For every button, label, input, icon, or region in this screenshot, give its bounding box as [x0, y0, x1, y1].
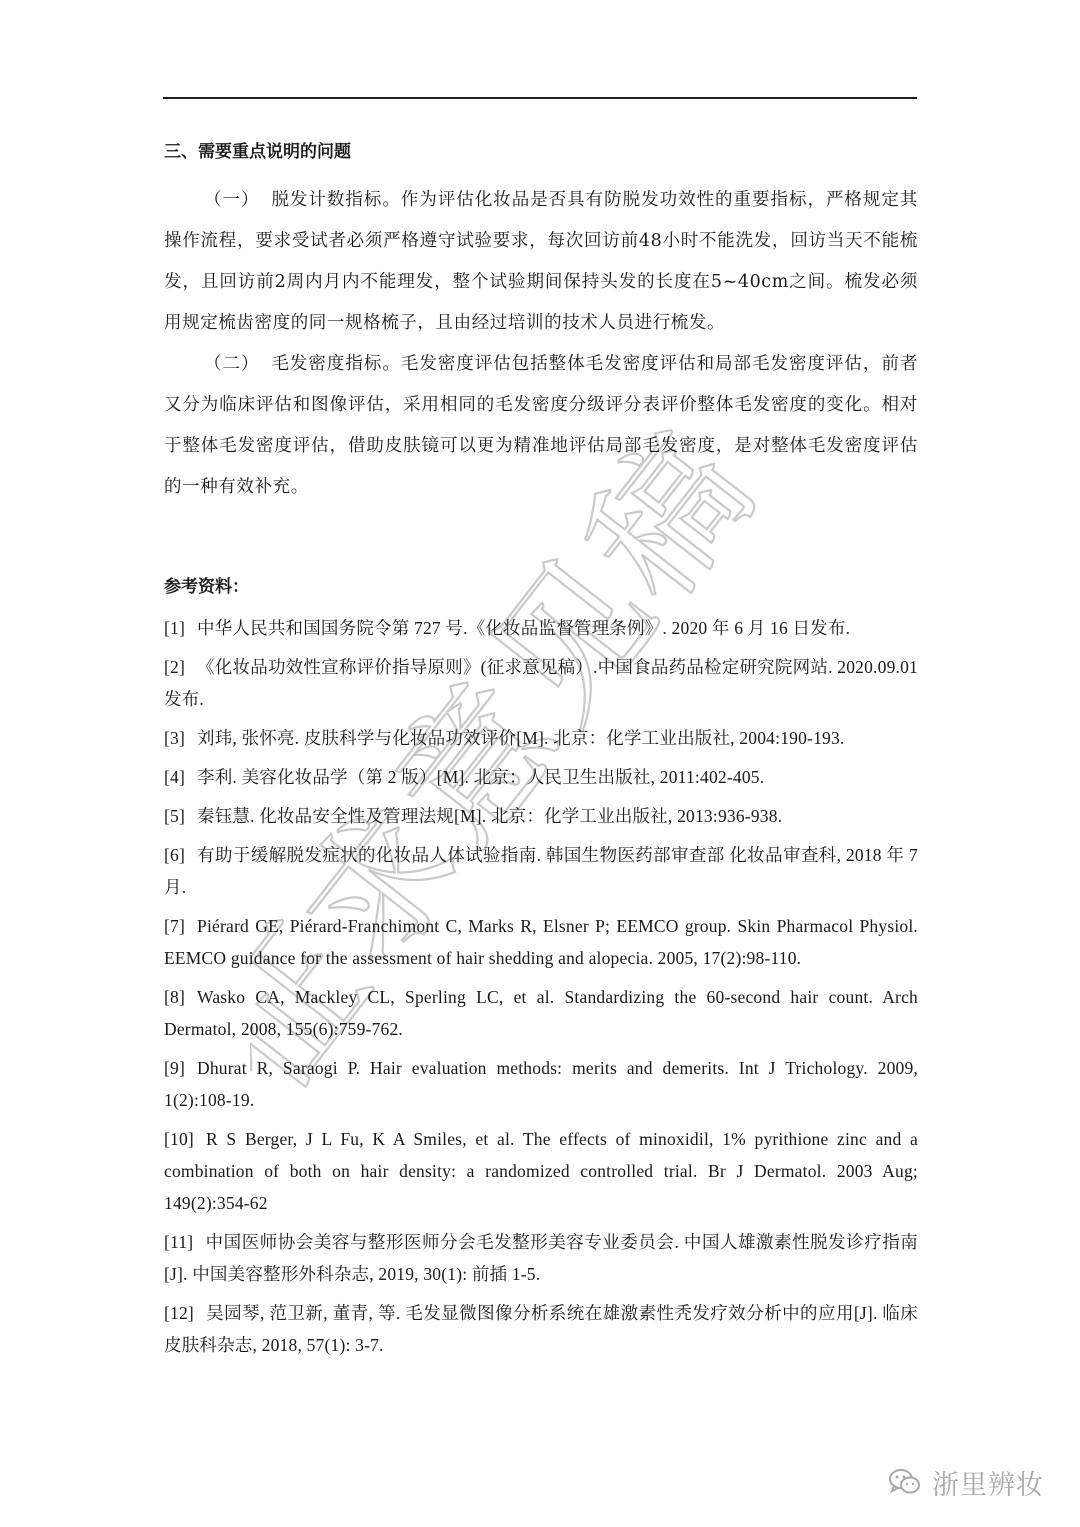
- reference-item: [164, 910, 918, 974]
- reference-number: [1]: [164, 618, 186, 638]
- reference-number: [10]: [164, 1129, 194, 1149]
- reference-number: [9]: [164, 1058, 186, 1078]
- paragraph-text: 毛发密度指标。毛发密度评估包括整体毛发密度评估和局部毛发密度评估，前者又分为临床评估和图像评估，采用相同的毛发密度分级评分表评价整体毛发密度的变化。相对于整体毛发密度评估，借助皮肤镜可以更为精准地评估局部毛发密度，是对整体毛发密度评估的一种有效补充。: [164, 354, 918, 497]
- reference-text: 有助于缓解脱发症状的化妆品人体试验指南. 韩国生物医药部审查部 化妆品审查科, 2018 年 7 月.: [164, 845, 918, 897]
- reference-text: 秦钰慧. 化妆品安全性及管理法规[M]. 北京：化学工业出版社, 2013:936-938.: [197, 806, 783, 826]
- reference-text: 刘玮, 张怀亮. 皮肤科学与化妆品功效评价[M]. 北京：化学工业出版社, 2004:190-193.: [197, 728, 845, 748]
- reference-number: [3]: [164, 728, 186, 748]
- paragraph-hair-count: [164, 180, 918, 344]
- section-title: 三、需要重点说明的问题: [164, 142, 351, 162]
- reference-item: [164, 651, 918, 715]
- reference-text: 吴园琴, 范卫新, 董青, 等. 毛发显微图像分析系统在雄激素性秃发疗效分析中的应用[J]. 临床皮肤科杂志, 2018, 57(1): 3-7.: [164, 1303, 918, 1355]
- reference-text: 《化妆品功效性宣称评价指导原则》(征求意见稿）.中国食品药品检定研究院网站. 2020.09.01 发布.: [164, 657, 918, 709]
- paragraph-lead: （一）: [204, 190, 260, 210]
- paragraph-hair-density: [164, 344, 918, 508]
- watermark-text: 征求意见稿: [250, 410, 789, 1123]
- reference-text: 中国医师协会美容与整形医师分会毛发整形美容专业委员会. 中国人雄激素性脱发诊疗指南[J]. 中国美容整形外科杂志, 2019, 30(1): 前插 1-5.: [164, 1232, 918, 1284]
- reference-item: [164, 839, 918, 903]
- references-title: 参考资料：: [164, 577, 249, 597]
- reference-text: Dhurat R, Saraogi P. Hair evaluation methods: merits and demerits. Int J Trichology. 2009, 1(2):108-19.: [164, 1058, 918, 1110]
- reference-item: [164, 981, 918, 1045]
- reference-item: [164, 1226, 918, 1290]
- reference-item: [164, 612, 918, 644]
- paragraph-text: 脱发计数指标。作为评估化妆品是否具有防脱发功效性的重要指标，严格规定其操作流程，要求受试者必须严格遵守试验要求，每次回访前48小时不能洗发，回访当天不能梳发，且回访前2周内月内不能理发，整个试验期间保持头发的长度在5~40cm之间。梳发必须用规定梳齿密度的同一规格梳子，且由经过培训的技术人员进行梳发。: [164, 190, 918, 333]
- reference-list: [164, 612, 918, 1361]
- reference-text: 李利. 美容化妆品学（第 2 版）[M]. 北京：人民卫生出版社, 2011:402-405.: [197, 767, 765, 787]
- reference-item: [164, 1123, 918, 1219]
- reference-item: [164, 722, 918, 754]
- reference-text: Wasko CA, Mackley CL, Sperling LC, et al. Standardizing the 60-second hair count. Arch Dermatol, 2008, 155(6):759-762.: [164, 987, 918, 1039]
- reference-item: [164, 1052, 918, 1116]
- reference-text: Piérard GE, Piérard-Franchimont C, Marks R, Elsner P; EEMCO group. Skin Pharmacol Physiol. EEMCO guidance for the assessment of hair shedding and alopecia. 2005, 17(2):98-110.: [164, 916, 918, 968]
- header-rule: [163, 97, 917, 99]
- reference-text: R S Berger, J L Fu, K A Smiles, et al. The effects of minoxidil, 1% pyrithione zinc and a combination of both on hair density: a randomized controlled trial. Br J Dermatol. 2003 Aug; 149(2):354-62: [164, 1129, 918, 1213]
- reference-text: 中华人民共和国国务院令第 727 号.《化妆品监督管理条例》. 2020 年 6 月 16 日发布.: [197, 618, 851, 638]
- reference-item: [164, 800, 918, 832]
- wechat-icon: [888, 1467, 922, 1497]
- reference-item: [164, 1297, 918, 1361]
- reference-number: [5]: [164, 806, 186, 826]
- reference-number: [6]: [164, 845, 186, 865]
- footer-brand: [888, 1462, 1044, 1502]
- reference-number: [7]: [164, 916, 186, 936]
- footer-brand-text: 浙里辨妆: [932, 1469, 1044, 1501]
- document-body: [164, 136, 918, 1368]
- reference-item: [164, 761, 918, 793]
- reference-number: [2]: [164, 657, 186, 677]
- paragraph-lead: （二）: [204, 354, 260, 374]
- reference-number: [8]: [164, 987, 186, 1007]
- reference-number: [12]: [164, 1303, 194, 1323]
- reference-number: [4]: [164, 767, 186, 787]
- reference-number: [11]: [164, 1232, 194, 1252]
